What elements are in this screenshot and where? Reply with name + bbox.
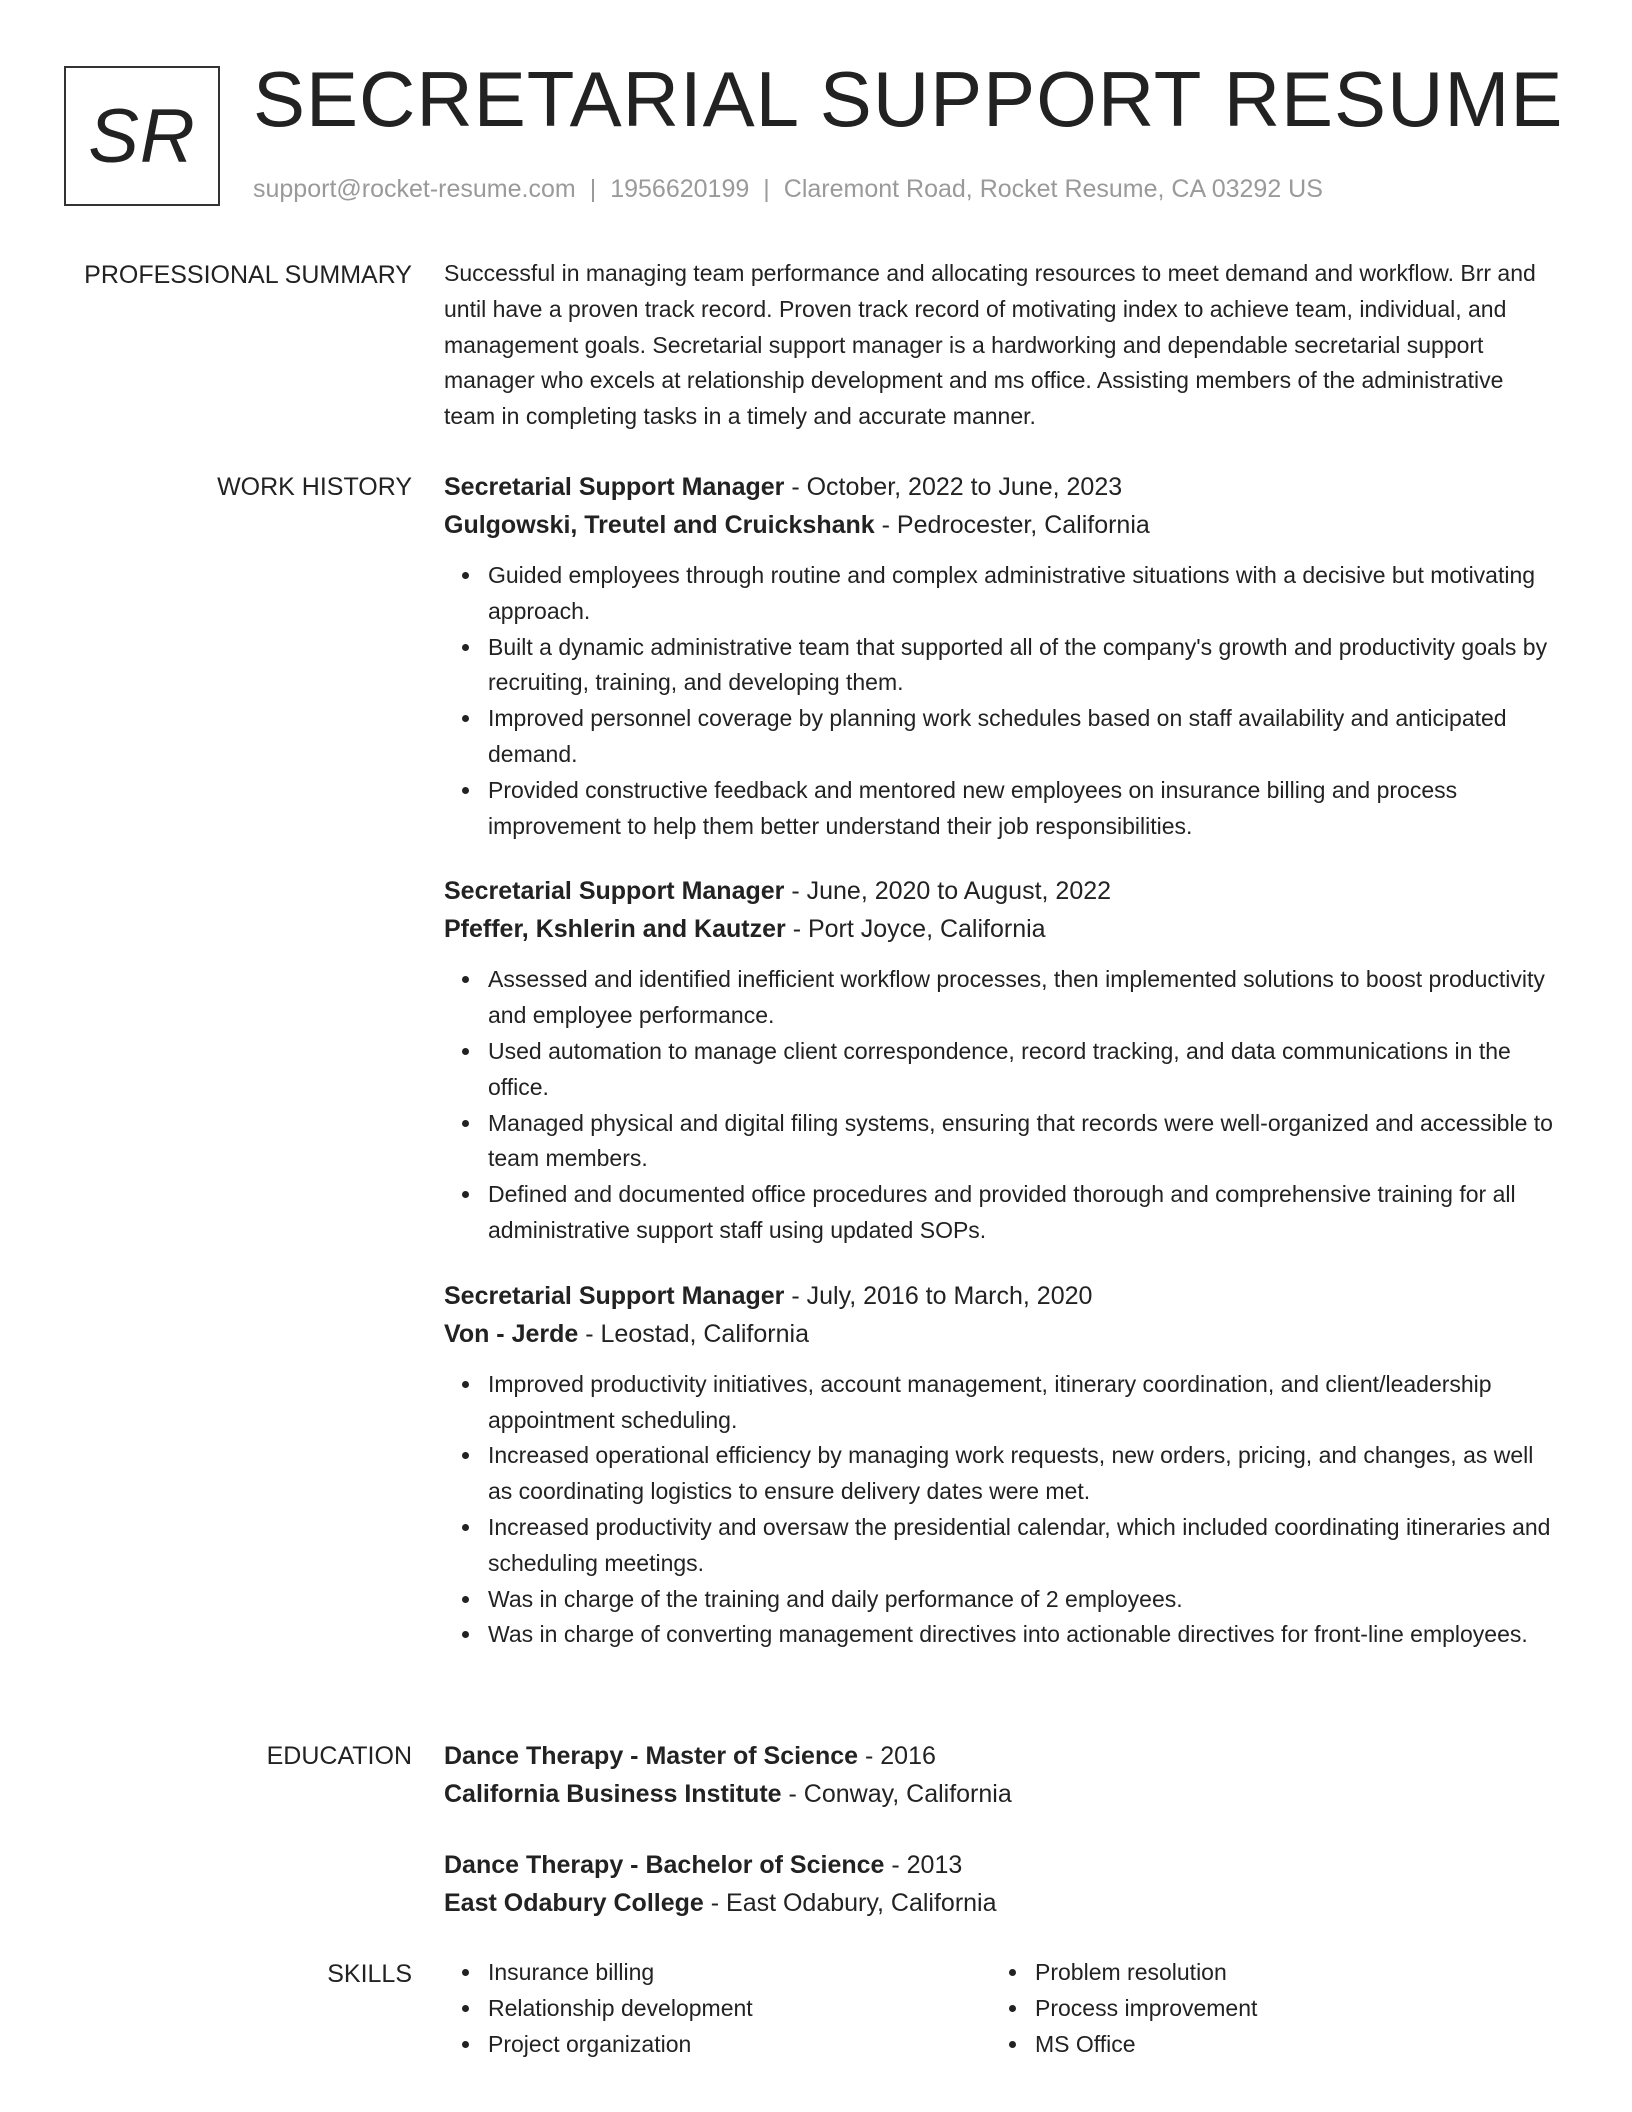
job-bullets [444,962,1559,1248]
job-dates: - July, 2016 to March, 2020 [784,1281,1093,1310]
skill-item: Project organization [488,2027,984,2063]
job-title: Secretarial Support Manager [444,877,785,906]
contact-email: support@rocket-resume.com [253,175,576,203]
job-company-line [444,910,1559,948]
job-title: Secretarial Support Manager [444,473,785,501]
skill-item: Process improvement [1035,1991,1531,2027]
job-company: Pfeffer, Kshlerin and Kautzer [444,915,786,944]
job-bullet: Assessed and identified inefficient workflow processes, then implemented solutions to boost productivity and employee performance. [488,962,1559,1034]
job-bullet: Guided employees through routine and complex administrative situations with a decisive but motivating approach. [488,558,1559,630]
skill-item: Problem resolution [1035,1955,1531,1991]
job-bullet: Increased operational efficiency by managing work requests, new orders, pricing, and changes, as well as coordinating logistics to ensure delivery dates were met. [488,1438,1559,1510]
job-entry [444,1277,1559,1653]
job-dates: - October, 2022 to June, 2023 [784,473,1123,501]
section-heading-skills: SKILLS [327,1960,412,1988]
job-company-line [444,1315,1559,1353]
education-year: - 2013 [884,1851,963,1879]
education-degree: Dance Therapy - Master of Science [444,1742,859,1770]
contact-phone: 1956620199 [610,175,750,203]
skill-item: Insurance billing [488,1955,984,1991]
summary-text: Successful in managing team performance and allocating resources to meet demand and workflow. Brr and until have a proven track record. Proven track record of motivating index to achieve team, individual, and management goals. Secretarial support manager is a hardworking and dependable secretarial support manager who excels at relationship development and ms office. Assisting members of the administrative team in completing tasks in a timely and accurate manner. [444,260,1536,430]
skills-list [444,1955,984,2062]
job-bullet: Was in charge of converting management directives into actionable directives for front-line employees. [488,1617,1559,1653]
job-entry [444,468,1559,844]
job-bullets [444,1367,1559,1653]
skills-column-left [444,1955,984,2062]
education-location: - East Odabury, California [703,1889,997,1917]
job-heading [444,1277,1559,1315]
education-body [444,1737,1559,1922]
job-bullet: Built a dynamic administrative team that supported all of the company's growth and productivity goals by recruiting, training, and developing them. [488,630,1559,702]
education-heading [444,1846,1559,1884]
section-heading-summary: PROFESSIONAL SUMMARY [84,261,412,289]
job-bullet: Managed physical and digital filing systems, ensuring that records were well-organized and accessible to team members. [488,1106,1559,1178]
job-location: - Leostad, California [578,1319,809,1348]
contact-separator: | [763,175,770,203]
education-school: East Odabury College [444,1889,704,1917]
monogram-box: SR [64,66,220,206]
job-bullet: Increased productivity and oversaw the presidential calendar, which included coordinating itineraries and scheduling meetings. [488,1510,1559,1582]
education-school: California Business Institute [444,1780,782,1808]
job-entry [444,872,1559,1248]
contact-address: Claremont Road, Rocket Resume, CA 03292 US [783,175,1323,203]
job-title: Secretarial Support Manager [444,1281,785,1310]
work-history-body [444,468,1559,1653]
job-bullet: Defined and documented office procedures and provided thorough and comprehensive training for all administrative support staff using updated SOPs. [488,1177,1559,1249]
contact-separator: | [589,175,597,203]
job-company: Von - Jerde [444,1319,579,1348]
job-dates: - June, 2020 to August, 2022 [784,877,1112,906]
education-year: - 2016 [858,1742,936,1770]
job-bullet: Was in charge of the training and daily performance of 2 employees. [488,1582,1559,1618]
job-heading [444,872,1559,910]
job-location: - Pedrocester, California [874,511,1150,539]
education-entry [444,1737,1559,1813]
resume-title: SECRETARIAL SUPPORT RESUME [253,55,1564,143]
section-heading-education: EDUCATION [266,1742,412,1770]
education-entry [444,1846,1559,1922]
skills-column-right [991,1955,1531,2062]
job-bullets [444,558,1559,844]
summary-body [444,256,1559,435]
education-heading [444,1737,1559,1775]
job-location: - Port Joyce, California [785,915,1046,944]
job-bullet: Provided constructive feedback and mentored new employees on insurance billing and process improvement to help them better understand their job responsibilities. [488,773,1559,845]
job-bullet: Improved productivity initiatives, account management, itinerary coordination, and client/leadership appointment scheduling. [488,1367,1559,1439]
section-heading-work-history: WORK HISTORY [217,473,412,501]
job-heading [444,468,1559,506]
job-company-line [444,506,1559,544]
education-degree: Dance Therapy - Bachelor of Science [444,1851,885,1879]
contact-line [253,172,1323,206]
job-bullet: Improved personnel coverage by planning work schedules based on staff availability and anticipated demand. [488,701,1559,773]
job-bullet: Used automation to manage client correspondence, record tracking, and data communications in the office. [488,1034,1559,1106]
skill-item: MS Office [1035,2027,1531,2063]
education-school-line [444,1884,1559,1922]
skills-list [991,1955,1531,2062]
skill-item: Relationship development [488,1991,984,2027]
education-location: - Conway, California [781,1780,1012,1808]
education-school-line [444,1775,1559,1813]
job-company: Gulgowski, Treutel and Cruickshank [444,511,875,539]
